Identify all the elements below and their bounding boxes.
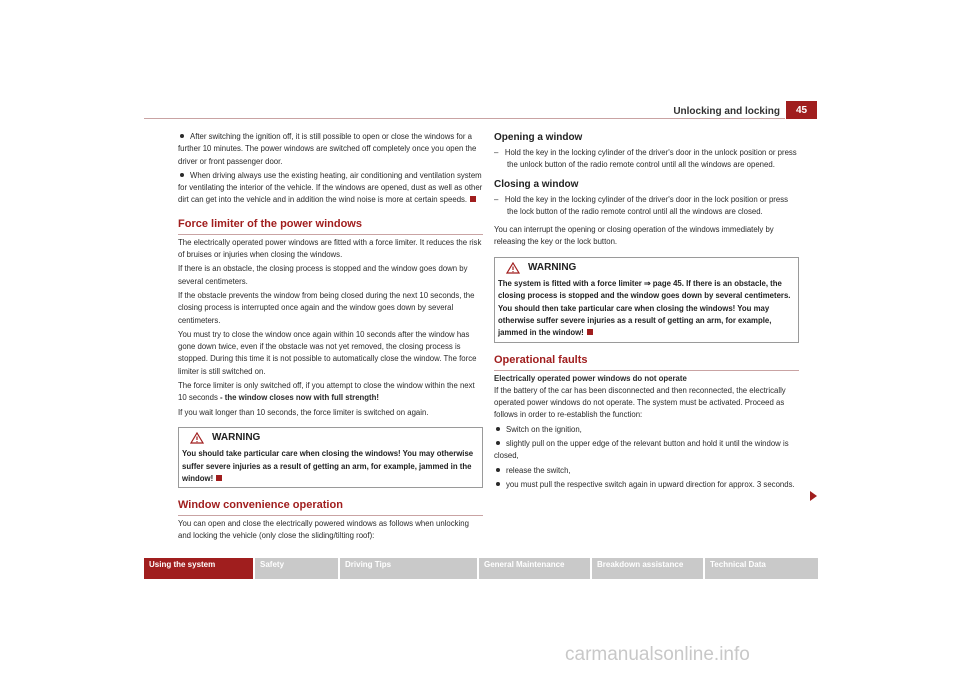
footer-navigation	[144, 558, 818, 579]
warning-body: You should take particular care when closing the windows! You may otherwise suffer severe injuries as a result of getting an arm, for example, jammed in the window!	[182, 449, 474, 483]
section-heading-force-limiter: Force limiter of the power windows	[178, 217, 483, 235]
warning-triangle-icon	[190, 432, 204, 444]
subheading-opening: Opening a window	[494, 132, 583, 143]
paragraph: You can open and close the electrically powered windows as follows when unlocking and locking the vehicle (only close the sliding/tilting roof):	[178, 519, 469, 541]
warning-body: The system is fitted with a force limiter ⇒ page 45. If there is an obstacle, the closing process is stopped and the window goes down by several centimeters. You should then take particular care when closing the windows! You may otherwise suffer severe injuries as a result of getting an arm, for example, jammed in the window!	[498, 279, 791, 338]
page-reference-link[interactable]: ⇒ page 45	[644, 279, 682, 289]
bullet-icon	[180, 134, 184, 138]
bullet-icon	[496, 441, 500, 445]
watermark-text: carmanualsonline.info	[565, 644, 750, 665]
warning-title: WARNING	[212, 431, 261, 443]
paragraph: You can interrupt the opening or closing operation of the windows immediately by releasing the key or the lock button.	[494, 225, 774, 247]
list-item: After switching the ignition off, it is still possible to open or close the windows for a further 10 minutes. The power windows are switched off completely once you open the driver or front passenger door.	[178, 132, 477, 166]
tab-breakdown-assistance[interactable]: Breakdown assistance	[592, 558, 703, 579]
paragraph: If the battery of the car has been disconnected and then reconnected, the electrically operated power windows do not operate. The system must be activated. Proceed as follows in order to re-establish the function:	[494, 385, 786, 420]
paragraph: You must try to close the window once again within 10 seconds after the window has gone down twice, even if the obstacle was not yet removed, the closing process is stopped. During this time it is not possible to automatically close the window. The force limiter is still switched on.	[178, 329, 477, 376]
header-rule	[144, 118, 785, 119]
bullet-icon	[496, 482, 500, 486]
fault-subheading: Electrically operated power windows do not operate	[494, 373, 687, 383]
warning-box	[178, 427, 483, 488]
right-column	[494, 131, 799, 493]
list-item: When driving always use the existing heating, air conditioning and ventilation system for ventilating the interior of the vehicle. If the windows are opened, dust as well as other dirt can get into the vehicle and in addition the wind noise is more at certain speeds.	[178, 170, 483, 205]
bullet-icon	[180, 173, 184, 177]
paragraph: If you wait longer than 10 seconds, the force limiter is switched on again.	[178, 407, 429, 417]
next-page-arrow-icon[interactable]	[810, 491, 817, 501]
paragraph: If the obstacle prevents the window from being closed during the next 10 seconds, the closing process is interrupted once again and the window goes down by several centimeters.	[178, 290, 475, 325]
section-end-icon	[470, 196, 476, 202]
list-item: release the switch,	[494, 465, 799, 477]
tab-technical-data[interactable]: Technical Data	[705, 558, 818, 579]
warning-triangle-icon	[506, 262, 520, 274]
tab-general-maintenance[interactable]: General Maintenance	[479, 558, 590, 579]
page-number-badge: 45	[786, 101, 817, 119]
warning-title: WARNING	[528, 261, 577, 273]
bullet-icon	[496, 427, 500, 431]
tab-using-the-system[interactable]: Using the system	[144, 558, 253, 579]
section-end-icon	[587, 329, 593, 335]
list-item: you must pull the respective switch again in upward direction for approx. 3 seconds.	[494, 479, 799, 491]
tab-safety[interactable]: Safety	[255, 558, 338, 579]
list-item: Switch on the ignition,	[494, 424, 799, 436]
subheading-closing: Closing a window	[494, 178, 579, 190]
instruction-step: – Hold the key in the locking cylinder of the driver's door in the unlock position or press the unlock button of the radio remote control until all the windows are opened.	[494, 148, 797, 170]
tab-driving-tips[interactable]: Driving Tips	[340, 558, 477, 579]
section-heading-convenience: Window convenience operation	[178, 498, 483, 516]
section-heading-faults: Operational faults	[494, 353, 799, 371]
instruction-step: – Hold the key in the locking cylinder of the driver's door in the lock position or press the lock button of the radio remote control until all the windows are closed.	[494, 194, 789, 216]
page-header-title: Unlocking and locking	[673, 106, 780, 117]
warning-box	[494, 257, 799, 343]
bullet-icon	[496, 468, 500, 472]
paragraph: The electrically operated power windows are fitted with a force limiter. It reduces the risk of bruises or injuries when closing the windows.	[178, 237, 482, 260]
paragraph: The force limiter is only switched off, if you attempt to close the window within the next 10 seconds - the window closes now with full strength!	[178, 381, 475, 403]
list-item: slightly pull on the upper edge of the relevant button and hold it until the window is closed,	[494, 439, 789, 461]
left-column	[178, 131, 483, 545]
section-end-icon	[216, 475, 222, 481]
paragraph: If there is an obstacle, the closing process is stopped and the window goes down by several centimeters.	[178, 264, 468, 286]
